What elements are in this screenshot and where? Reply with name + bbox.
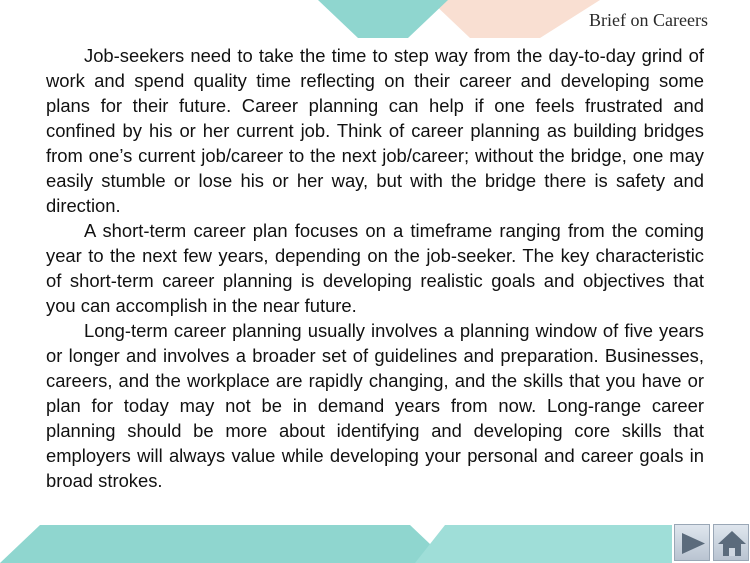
home-icon: [714, 525, 750, 562]
slide-title: Brief on Careers: [589, 10, 708, 30]
paragraph-1: Job-seekers need to take the time to step way from the day-to-day grind of work and spend quality time reflecting on their career and developing some plans for their future. Career planning can help if one feels frustrated and confined by his or her current job. Think of career planning as building bridges from one’s current job/career to the next job/career; without the bridge, one may easily stumble or lose his or her way, but with the bridge there is safety and direction.: [46, 45, 704, 216]
body-text: [46, 43, 704, 493]
bottom-teal-shape-right: [415, 525, 672, 563]
paragraph-3: Long-term career planning usually involves a planning window of five years or longer and involves a broader set of guidelines and preparation. Businesses, careers, and the workplace are rapidly changing, and the skills that you have or plan for today may not be in demand years from now. Long-range career planning should be more about identifying and developing core skills that employers will always value while developing your personal and career goals in broad strokes.: [46, 320, 704, 491]
top-teal-shape: [318, 0, 448, 38]
top-peach-shape: [430, 0, 600, 38]
play-triangle-icon: [675, 525, 711, 562]
bottom-teal-shape-left: [0, 525, 450, 563]
next-slide-button[interactable]: [674, 524, 710, 561]
home-button[interactable]: [713, 524, 749, 561]
paragraph-2: A short-term career plan focuses on a timeframe ranging from the coming year to the next few years, depending on the job-seeker. The key characteristic of short-term career planning is developing realistic goals and objectives that you can accomplish in the near future.: [46, 220, 704, 316]
